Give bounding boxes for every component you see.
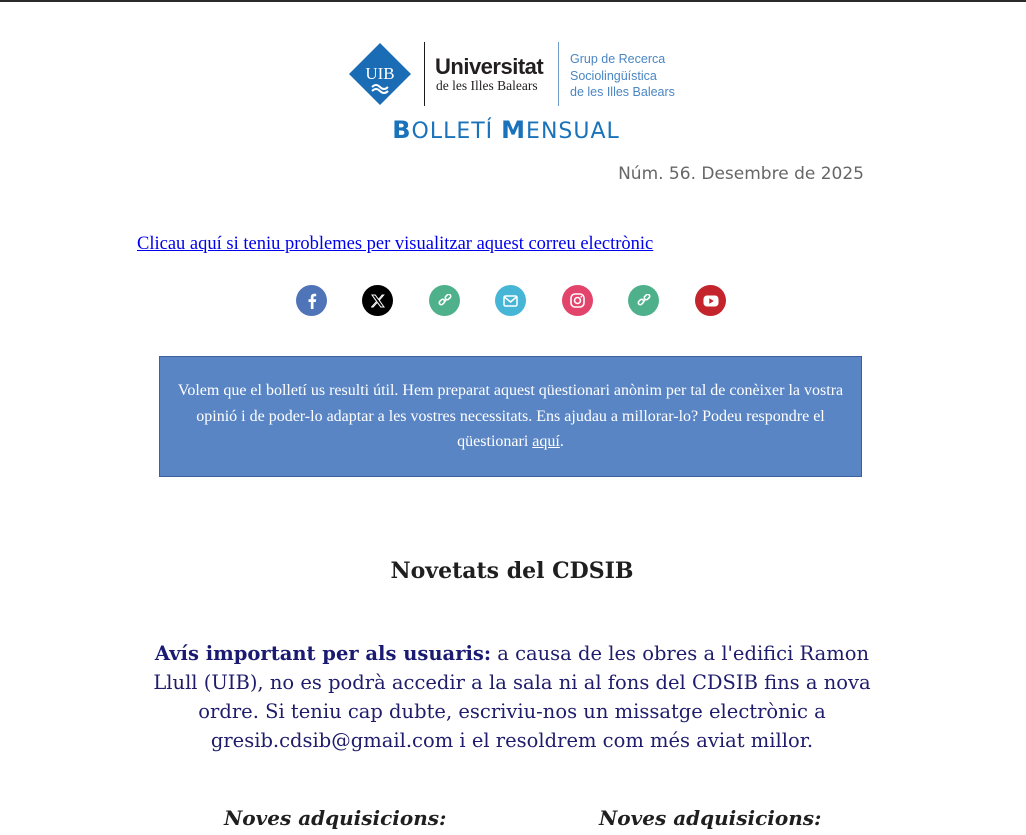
notice-body: a causa de les obres a l'edifici Ramon Llull (UIB), no es podrà accedir a la sala ni al fons del CDSIB fins a nova ordre. Si teniu cap dubte, escriviu-nos un missatge electrònic a gresib.cdsib@gmail.com i el resoldrem com més aviat millor. [153,642,871,752]
notice-heading: Avís important per als usuaris: [154,642,492,665]
top-rule [0,0,1026,2]
link-icon[interactable] [429,285,460,316]
logo-divider [424,42,425,106]
section-title: Novetats del CDSIB [390,558,634,584]
group-line-3: de les Illes Balears [570,85,675,99]
survey-link[interactable]: aquí [532,433,560,451]
research-group-name [570,51,675,101]
issue-number: Núm. 56. Desembre de 2025 [618,164,864,184]
bulletin-cap-m: M [501,116,527,144]
bulletin-title [0,116,1012,144]
view-in-browser-link[interactable]: Clicau aquí si teniu problemes per visualitzar aquest correu electrònic [137,234,654,254]
uib-logo[interactable] [348,42,688,108]
bulletin-word-2: ENSUAL [526,119,620,144]
facebook-icon[interactable] [296,285,327,316]
survey-text [176,378,846,455]
group-line-2: Sociolingüística [570,68,657,83]
link-icon[interactable] [628,285,659,316]
email-icon[interactable] [495,285,526,316]
group-line-1: Grup de Recerca [570,52,666,66]
important-notice [150,639,874,755]
youtube-icon[interactable] [695,285,726,316]
instagram-icon[interactable] [562,285,593,316]
uib-diamond-logo-icon [348,42,412,106]
university-name: Universitat [435,54,544,79]
survey-banner [159,356,862,477]
university-subtitle: de les Illes Balears [436,78,538,93]
new-acquisitions-heading-left: Noves adquisicions: [224,806,447,830]
logo-divider-blue [558,42,559,106]
survey-period: . [559,433,564,451]
bulletin-word-1: OLLETÍ [411,119,502,144]
new-acquisitions-heading-right: Noves adquisicions: [599,806,822,830]
bulletin-cap-b: B [392,116,412,144]
survey-body: Volem que el bolletí us resulti útil. Hem preparat aquest qüestionari anònim per tal de conèixer la vostra opinió i de poder-lo adaptar a les vostres necessitats. Ens ajudau a millorar-lo? Podeu respondre el qüestionari [177,382,844,451]
svg-text:UIB: UIB [365,64,395,83]
x-icon[interactable] [362,285,393,316]
